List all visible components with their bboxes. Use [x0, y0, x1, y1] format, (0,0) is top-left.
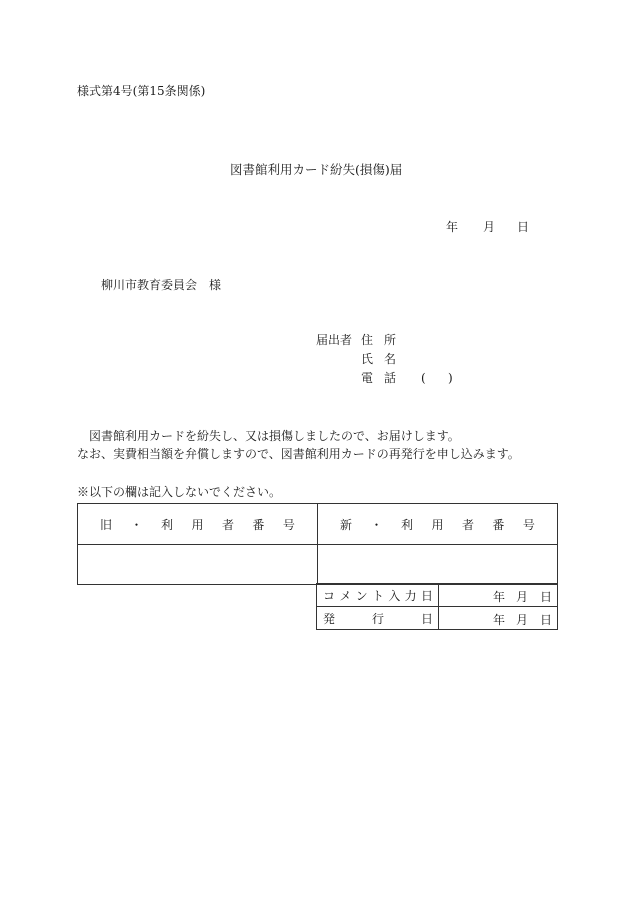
document-title: 図書館利用カード紛失(損傷)届	[230, 162, 403, 177]
comment-entry-date-label: コ メ ン ト 入 力 日	[317, 584, 439, 607]
office-use-table	[316, 583, 558, 630]
name-label-char-1: 氏	[361, 352, 374, 366]
phone-label-char-1: 電	[361, 371, 374, 385]
applicant-label: 届出者	[316, 333, 353, 347]
phone-paren-close: )	[448, 371, 453, 385]
name-label-char-2: 名	[384, 352, 397, 366]
issue-date-label: 発 行 日	[317, 607, 439, 630]
address-label-char-2: 所	[384, 333, 397, 347]
office-use-note: ※以下の欄は記入しないでください。	[77, 485, 282, 499]
address-label-char-1: 住	[361, 333, 374, 347]
phone-paren-open: (	[421, 371, 426, 385]
phone-label-char-2: 話	[384, 371, 397, 385]
old-user-number-header: 旧 ・ 利 用 者 番 号	[78, 504, 318, 545]
old-user-number-cell[interactable]	[78, 545, 318, 585]
body-line-1: 図書館利用カードを紛失し、又は損傷しましたので、お届けします。	[89, 429, 460, 443]
addressee: 柳川市教育委員会 様	[101, 278, 222, 292]
date-month: 月	[483, 220, 496, 234]
comment-entry-date-value[interactable]: 年 月 日	[439, 584, 558, 607]
issue-date-value[interactable]: 年 月 日	[439, 607, 558, 630]
form-number: 様式第4号(第15条関係)	[77, 84, 206, 98]
user-number-table	[77, 503, 558, 585]
new-user-number-header: 新 ・ 利 用 者 番 号	[318, 504, 558, 545]
date-day: 日	[517, 220, 530, 234]
date-year: 年	[446, 220, 459, 234]
body-line-2: なお、実費相当額を弁償しますので、図書館利用カードの再発行を申し込みます。	[77, 447, 520, 461]
new-user-number-cell[interactable]	[318, 545, 558, 585]
